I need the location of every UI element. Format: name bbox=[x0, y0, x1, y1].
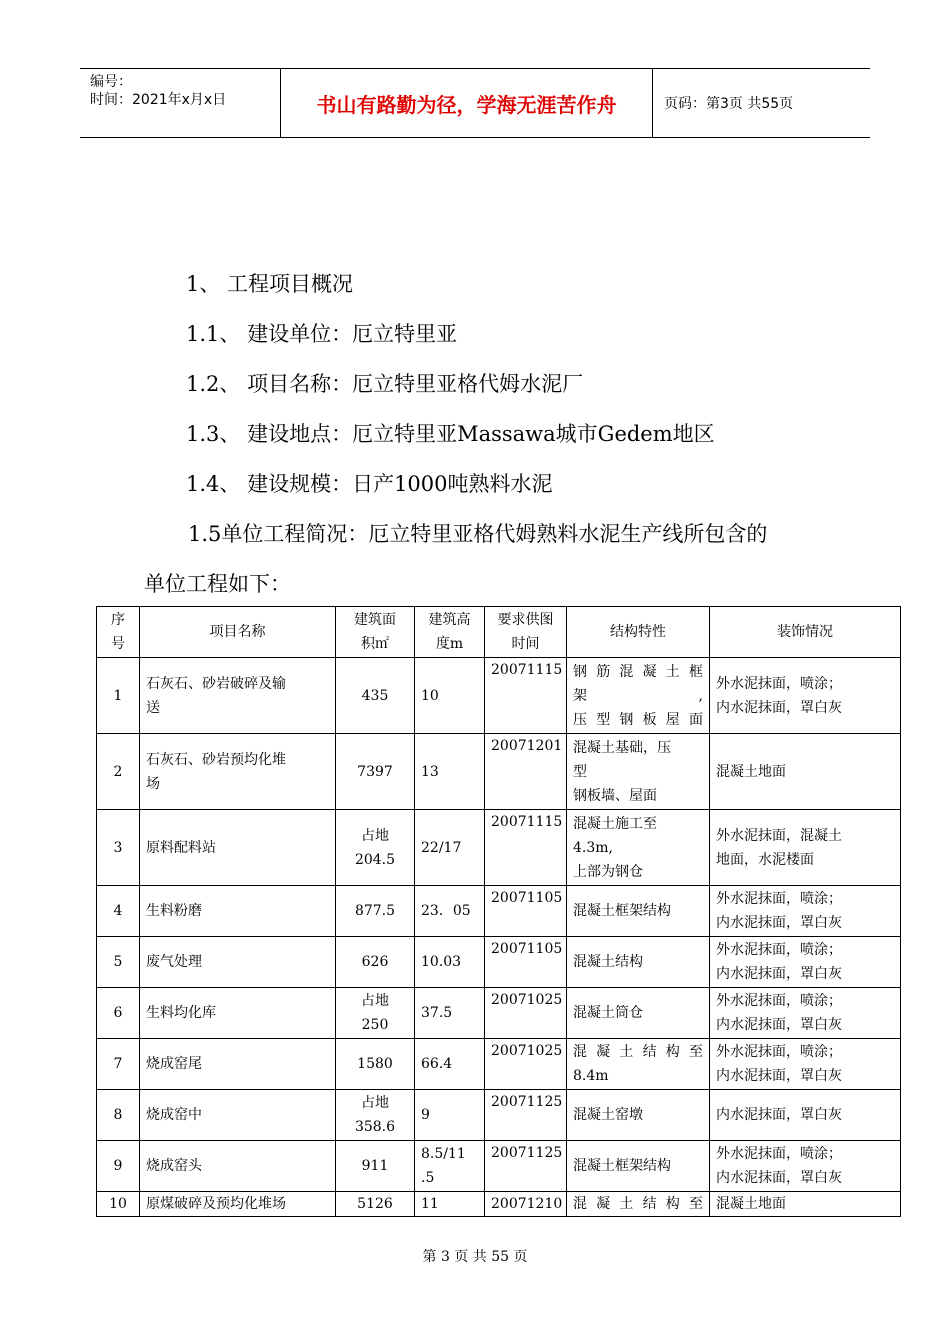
cell-index: 7 bbox=[97, 1039, 140, 1090]
cell-area: 占地 250 bbox=[336, 988, 415, 1039]
cell-structure: 混凝土施工至 4.3m, 上部为钢仓 bbox=[567, 810, 710, 886]
cell-drawing-date: 20071210 bbox=[485, 1192, 567, 1217]
paragraph-line-2: 单位工程如下： bbox=[144, 572, 291, 596]
cell-index: 3 bbox=[97, 810, 140, 886]
document-time-label: 时间：2021年x月x日 bbox=[90, 92, 227, 108]
cell-decoration: 外水泥抹面，喷涂； 内水泥抹面，罩白灰 bbox=[710, 988, 901, 1039]
cell-name: 烧成窑中 bbox=[140, 1090, 336, 1141]
cell-height: 8.5/11 .5 bbox=[415, 1141, 485, 1192]
col-header-structure: 结构特性 bbox=[567, 607, 710, 658]
section-heading: 1、 工程项目概况 bbox=[186, 272, 354, 296]
cell-index: 9 bbox=[97, 1141, 140, 1192]
cell-area: 占地 204.5 bbox=[336, 810, 415, 886]
cell-structure: 混凝土结构 bbox=[567, 937, 710, 988]
cell-index: 1 bbox=[97, 658, 140, 734]
cell-decoration: 外水泥抹面，喷涂； 内水泥抹面，罩白灰 bbox=[710, 937, 901, 988]
cell-structure: 混凝土窑墩 bbox=[567, 1090, 710, 1141]
cell-name: 原料配料站 bbox=[140, 810, 336, 886]
cell-drawing-date: 20071025 bbox=[485, 1039, 567, 1090]
cell-area: 911 bbox=[336, 1141, 415, 1192]
cell-drawing-date: 20071125 bbox=[485, 1141, 567, 1192]
cell-drawing-date: 20071115 bbox=[485, 810, 567, 886]
col-header-drawing-date: 要求供图 时间 bbox=[485, 607, 567, 658]
cell-height: 10.03 bbox=[415, 937, 485, 988]
table-header-row bbox=[97, 607, 901, 658]
cell-area: 1580 bbox=[336, 1039, 415, 1090]
table-row bbox=[97, 1192, 901, 1217]
cell-structure: 混凝土筒仓 bbox=[567, 988, 710, 1039]
cell-decoration: 混凝土地面 bbox=[710, 1192, 901, 1217]
cell-structure: 钢筋混凝土框 架, 压型钢板屋面 bbox=[567, 658, 710, 734]
item-construction-site: 1.3、 建设地点：厄立特里亚Massawa城市Gedem地区 bbox=[186, 422, 715, 446]
col-header-area: 建筑面 积㎡ bbox=[336, 607, 415, 658]
cell-decoration: 外水泥抹面，喷涂； 内水泥抹面，罩白灰 bbox=[710, 658, 901, 734]
cell-height: 66.4 bbox=[415, 1039, 485, 1090]
cell-drawing-date: 20071025 bbox=[485, 988, 567, 1039]
cell-name: 石灰石、砂岩破碎及输 送 bbox=[140, 658, 336, 734]
cell-index: 2 bbox=[97, 734, 140, 810]
page-header bbox=[80, 68, 870, 138]
cell-decoration: 内水泥抹面，罩白灰 bbox=[710, 1090, 901, 1141]
table-row bbox=[97, 1141, 901, 1192]
cell-drawing-date: 20071201 bbox=[485, 734, 567, 810]
cell-height: 11 bbox=[415, 1192, 485, 1217]
cell-decoration: 外水泥抹面，喷涂； 内水泥抹面，罩白灰 bbox=[710, 1039, 901, 1090]
table-row bbox=[97, 810, 901, 886]
cell-area: 626 bbox=[336, 937, 415, 988]
col-header-index: 序 号 bbox=[97, 607, 140, 658]
cell-decoration: 外水泥抹面，喷涂； 内水泥抹面，罩白灰 bbox=[710, 1141, 901, 1192]
col-header-name: 项目名称 bbox=[140, 607, 336, 658]
cell-structure: 混凝土结构至 8.4m bbox=[567, 1039, 710, 1090]
col-header-height: 建筑高 度m bbox=[415, 607, 485, 658]
cell-decoration: 外水泥抹面，混凝土 地面，水泥楼面 bbox=[710, 810, 901, 886]
cell-structure: 混凝土基础，压 型 钢板墙、屋面 bbox=[567, 734, 710, 810]
cell-decoration: 混凝土地面 bbox=[710, 734, 901, 810]
page-footer: 第 3 页 共 55 页 bbox=[422, 1249, 528, 1265]
cell-area: 435 bbox=[336, 658, 415, 734]
table-row bbox=[97, 658, 901, 734]
cell-name: 生料均化库 bbox=[140, 988, 336, 1039]
header-motto: 书山有路勤为径，学海无涯苦作舟 bbox=[281, 69, 653, 137]
table-row bbox=[97, 1039, 901, 1090]
cell-index: 5 bbox=[97, 937, 140, 988]
unit-works-table bbox=[96, 606, 901, 1217]
table-row bbox=[97, 937, 901, 988]
cell-name: 烧成窑尾 bbox=[140, 1039, 336, 1090]
cell-structure: 混凝土结构至 bbox=[567, 1192, 710, 1217]
cell-decoration: 外水泥抹面，喷涂； 内水泥抹面，罩白灰 bbox=[710, 886, 901, 937]
cell-structure: 混凝土框架结构 bbox=[567, 1141, 710, 1192]
cell-drawing-date: 20071125 bbox=[485, 1090, 567, 1141]
cell-drawing-date: 20071105 bbox=[485, 886, 567, 937]
cell-name: 石灰石、砂岩预均化堆 场 bbox=[140, 734, 336, 810]
header-page-info: 页码：第3页 共55页 bbox=[664, 96, 794, 112]
header-meta bbox=[80, 69, 281, 137]
cell-name: 废气处理 bbox=[140, 937, 336, 988]
table-row bbox=[97, 734, 901, 810]
cell-index: 10 bbox=[97, 1192, 140, 1217]
item-construction-scale: 1.4、 建设规模：日产1000吨熟料水泥 bbox=[186, 472, 553, 496]
cell-height: 23．05 bbox=[415, 886, 485, 937]
table-row bbox=[97, 1090, 901, 1141]
cell-height: 13 bbox=[415, 734, 485, 810]
cell-height: 37.5 bbox=[415, 988, 485, 1039]
cell-drawing-date: 20071105 bbox=[485, 937, 567, 988]
table-row bbox=[97, 886, 901, 937]
cell-index: 6 bbox=[97, 988, 140, 1039]
item-project-name: 1.2、 项目名称：厄立特里亚格代姆水泥厂 bbox=[186, 372, 584, 396]
cell-area: 占地 358.6 bbox=[336, 1090, 415, 1141]
cell-index: 4 bbox=[97, 886, 140, 937]
document-number-label: 编号： bbox=[90, 74, 132, 90]
cell-name: 生料粉磨 bbox=[140, 886, 336, 937]
col-header-decoration: 装饰情况 bbox=[710, 607, 901, 658]
cell-height: 10 bbox=[415, 658, 485, 734]
cell-index: 8 bbox=[97, 1090, 140, 1141]
cell-name: 原煤破碎及预均化堆场 bbox=[140, 1192, 336, 1217]
cell-height: 22/17 bbox=[415, 810, 485, 886]
cell-drawing-date: 20071115 bbox=[485, 658, 567, 734]
cell-area: 877.5 bbox=[336, 886, 415, 937]
cell-area: 7397 bbox=[336, 734, 415, 810]
table-row bbox=[97, 988, 901, 1039]
cell-name: 烧成窑头 bbox=[140, 1141, 336, 1192]
item-construction-unit: 1.1、 建设单位：厄立特里亚 bbox=[186, 322, 458, 346]
cell-height: 9 bbox=[415, 1090, 485, 1141]
paragraph-line-1: 1.5单位工程简况：厄立特里亚格代姆熟料水泥生产线所包含的 bbox=[188, 522, 768, 546]
cell-structure: 混凝土框架结构 bbox=[567, 886, 710, 937]
cell-area: 5126 bbox=[336, 1192, 415, 1217]
